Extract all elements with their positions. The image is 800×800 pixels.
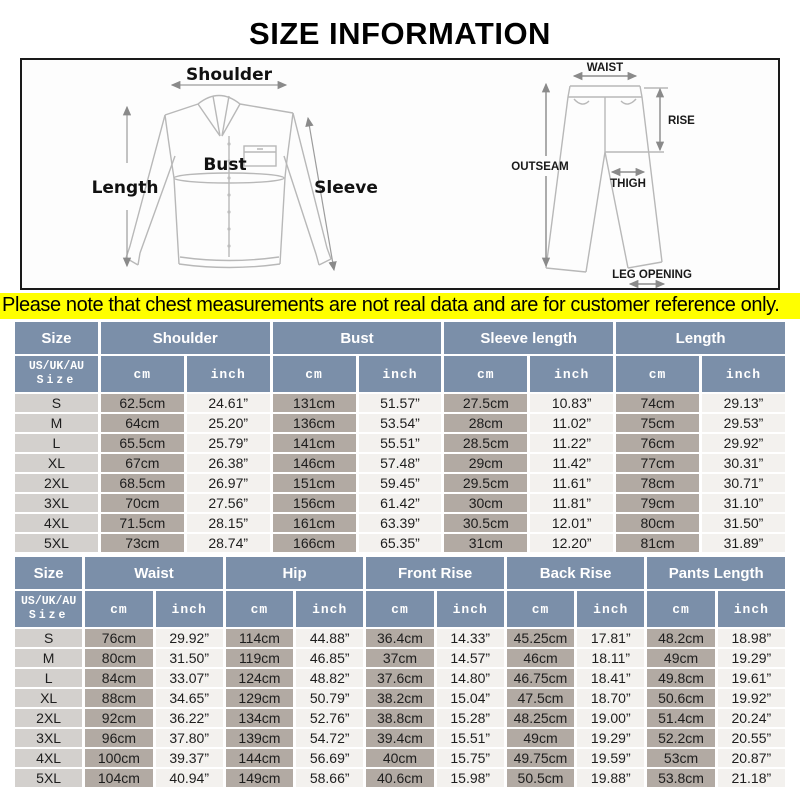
size-row bbox=[15, 709, 785, 727]
cm-value-cell: 84cm bbox=[85, 669, 152, 687]
size-row bbox=[15, 769, 785, 787]
cm-value-cell: 73cm bbox=[101, 534, 184, 552]
cm-value-cell: 124cm bbox=[226, 669, 293, 687]
inch-value-cell: 20.55” bbox=[718, 729, 785, 747]
inch-value-cell: 11.42” bbox=[530, 454, 613, 472]
unit-header-inch: inch bbox=[156, 591, 223, 627]
cm-value-cell: 134cm bbox=[226, 709, 293, 727]
size-cell: 5XL bbox=[15, 769, 82, 787]
cm-value-cell: 80cm bbox=[616, 514, 699, 532]
size-cell: 4XL bbox=[15, 514, 98, 532]
cm-value-cell: 70cm bbox=[101, 494, 184, 512]
inch-value-cell: 65.35” bbox=[359, 534, 442, 552]
inch-value-cell: 44.88” bbox=[296, 629, 363, 647]
cm-value-cell: 46.75cm bbox=[507, 669, 574, 687]
column-group-size: Size bbox=[15, 322, 98, 354]
tops-table-body bbox=[15, 394, 785, 552]
cm-value-cell: 76cm bbox=[616, 434, 699, 452]
inch-value-cell: 25.20” bbox=[187, 414, 270, 432]
size-row bbox=[15, 434, 785, 452]
unit-header-inch: inch bbox=[296, 591, 363, 627]
cm-value-cell: 119cm bbox=[226, 649, 293, 667]
inch-value-cell: 52.76” bbox=[296, 709, 363, 727]
inch-value-cell: 40.94” bbox=[156, 769, 223, 787]
column-group-length: Length bbox=[616, 322, 785, 354]
inch-value-cell: 11.81” bbox=[530, 494, 613, 512]
unit-header-inch: inch bbox=[437, 591, 504, 627]
cm-value-cell: 49.8cm bbox=[647, 669, 714, 687]
cm-value-cell: 52.2cm bbox=[647, 729, 714, 747]
cm-value-cell: 65.5cm bbox=[101, 434, 184, 452]
inch-value-cell: 20.87” bbox=[718, 749, 785, 767]
shirt-shoulder-label: Shoulder bbox=[185, 65, 273, 85]
tops-size-table bbox=[12, 320, 788, 554]
cm-value-cell: 80cm bbox=[85, 649, 152, 667]
size-row bbox=[15, 414, 785, 432]
inch-value-cell: 19.61” bbox=[718, 669, 785, 687]
size-row bbox=[15, 534, 785, 552]
cm-value-cell: 49.75cm bbox=[507, 749, 574, 767]
inch-value-cell: 19.88” bbox=[577, 769, 644, 787]
pants-waist-label: WAIST bbox=[586, 62, 624, 74]
cm-value-cell: 78cm bbox=[616, 474, 699, 492]
cm-value-cell: 139cm bbox=[226, 729, 293, 747]
cm-value-cell: 96cm bbox=[85, 729, 152, 747]
size-cell: XL bbox=[15, 689, 82, 707]
inch-value-cell: 57.48” bbox=[359, 454, 442, 472]
inch-value-cell: 55.51” bbox=[359, 434, 442, 452]
size-row bbox=[15, 629, 785, 647]
inch-value-cell: 19.59” bbox=[577, 749, 644, 767]
inch-value-cell: 19.92” bbox=[718, 689, 785, 707]
column-group-bust: Bust bbox=[273, 322, 442, 354]
bottoms-size-table bbox=[12, 555, 788, 789]
inch-value-cell: 36.22” bbox=[156, 709, 223, 727]
measurement-diagram bbox=[20, 58, 780, 290]
size-header-line2: Size bbox=[28, 609, 69, 622]
cm-value-cell: 29.5cm bbox=[444, 474, 527, 492]
inch-value-cell: 50.79” bbox=[296, 689, 363, 707]
pants-rise-label: RISE bbox=[668, 115, 695, 127]
inch-value-cell: 20.24” bbox=[718, 709, 785, 727]
column-group-back-rise: Back Rise bbox=[507, 557, 645, 589]
cm-value-cell: 114cm bbox=[226, 629, 293, 647]
inch-value-cell: 28.74” bbox=[187, 534, 270, 552]
size-cell: 2XL bbox=[15, 474, 98, 492]
inch-value-cell: 27.56” bbox=[187, 494, 270, 512]
size-row bbox=[15, 749, 785, 767]
cm-value-cell: 149cm bbox=[226, 769, 293, 787]
unit-header-cm: cm bbox=[507, 591, 574, 627]
inch-value-cell: 53.54” bbox=[359, 414, 442, 432]
inch-value-cell: 59.45” bbox=[359, 474, 442, 492]
inch-value-cell: 33.07” bbox=[156, 669, 223, 687]
unit-header-inch: inch bbox=[359, 356, 442, 392]
inch-value-cell: 14.80” bbox=[437, 669, 504, 687]
unit-header-cm: cm bbox=[444, 356, 527, 392]
cm-value-cell: 64cm bbox=[101, 414, 184, 432]
unit-header-inch: inch bbox=[187, 356, 270, 392]
inch-value-cell: 46.85” bbox=[296, 649, 363, 667]
reference-note: Please note that chest measurements are not real data and are for customer reference only. bbox=[0, 293, 800, 319]
cm-value-cell: 51.4cm bbox=[647, 709, 714, 727]
shirt-sleeve-label: Sleeve bbox=[314, 178, 378, 198]
size-cell: 2XL bbox=[15, 709, 82, 727]
cm-value-cell: 146cm bbox=[273, 454, 356, 472]
inch-value-cell: 14.57” bbox=[437, 649, 504, 667]
unit-header-cm: cm bbox=[101, 356, 184, 392]
inch-value-cell: 56.69” bbox=[296, 749, 363, 767]
cm-value-cell: 48.25cm bbox=[507, 709, 574, 727]
inch-value-cell: 31.50” bbox=[156, 649, 223, 667]
unit-header-cm: cm bbox=[226, 591, 293, 627]
cm-value-cell: 53cm bbox=[647, 749, 714, 767]
inch-value-cell: 15.28” bbox=[437, 709, 504, 727]
size-header-line1: US/UK/AU bbox=[28, 359, 85, 373]
inch-value-cell: 19.29” bbox=[718, 649, 785, 667]
group-header-row bbox=[15, 557, 785, 589]
cm-value-cell: 30cm bbox=[444, 494, 527, 512]
size-cell: 4XL bbox=[15, 749, 82, 767]
unit-header-cm: cm bbox=[366, 591, 433, 627]
cm-value-cell: 49cm bbox=[647, 649, 714, 667]
inch-value-cell: 21.18” bbox=[718, 769, 785, 787]
us-uk-au-size-header bbox=[15, 591, 82, 627]
inch-value-cell: 11.61” bbox=[530, 474, 613, 492]
cm-value-cell: 131cm bbox=[273, 394, 356, 412]
inch-value-cell: 14.33” bbox=[437, 629, 504, 647]
size-cell: L bbox=[15, 434, 98, 452]
inch-value-cell: 15.75” bbox=[437, 749, 504, 767]
unit-header-inch: inch bbox=[530, 356, 613, 392]
size-cell: 5XL bbox=[15, 534, 98, 552]
cm-value-cell: 74cm bbox=[616, 394, 699, 412]
inch-value-cell: 28.15” bbox=[187, 514, 270, 532]
unit-header-cm: cm bbox=[616, 356, 699, 392]
size-header-line2: Size bbox=[36, 374, 77, 387]
size-row bbox=[15, 474, 785, 492]
unit-header-inch: inch bbox=[702, 356, 785, 392]
size-row bbox=[15, 689, 785, 707]
inch-value-cell: 31.89” bbox=[702, 534, 785, 552]
cm-value-cell: 40.6cm bbox=[366, 769, 433, 787]
cm-value-cell: 38.2cm bbox=[366, 689, 433, 707]
cm-value-cell: 67cm bbox=[101, 454, 184, 472]
cm-value-cell: 136cm bbox=[273, 414, 356, 432]
bottoms-table-body bbox=[15, 629, 785, 787]
cm-value-cell: 68.5cm bbox=[101, 474, 184, 492]
inch-value-cell: 29.92” bbox=[156, 629, 223, 647]
inch-value-cell: 31.50” bbox=[702, 514, 785, 532]
pants-diagram bbox=[511, 62, 695, 284]
inch-value-cell: 18.70” bbox=[577, 689, 644, 707]
column-group-front-rise: Front Rise bbox=[366, 557, 504, 589]
cm-value-cell: 50.5cm bbox=[507, 769, 574, 787]
cm-value-cell: 38.8cm bbox=[366, 709, 433, 727]
column-group-pants-length: Pants Length bbox=[647, 557, 785, 589]
size-row bbox=[15, 514, 785, 532]
cm-value-cell: 76cm bbox=[85, 629, 152, 647]
pants-outseam-label: OUTSEAM bbox=[511, 161, 569, 173]
size-cell: 3XL bbox=[15, 494, 98, 512]
inch-value-cell: 10.83” bbox=[530, 394, 613, 412]
unit-header-cm: cm bbox=[273, 356, 356, 392]
inch-value-cell: 12.20” bbox=[530, 534, 613, 552]
cm-value-cell: 37.6cm bbox=[366, 669, 433, 687]
cm-value-cell: 75cm bbox=[616, 414, 699, 432]
inch-value-cell: 34.65” bbox=[156, 689, 223, 707]
cm-value-cell: 166cm bbox=[273, 534, 356, 552]
inch-value-cell: 63.39” bbox=[359, 514, 442, 532]
page-title: SIZE INFORMATION bbox=[249, 16, 551, 51]
unit-header-inch: inch bbox=[718, 591, 785, 627]
inch-value-cell: 11.02” bbox=[530, 414, 613, 432]
cm-value-cell: 141cm bbox=[273, 434, 356, 452]
cm-value-cell: 104cm bbox=[85, 769, 152, 787]
inch-value-cell: 25.79” bbox=[187, 434, 270, 452]
cm-value-cell: 161cm bbox=[273, 514, 356, 532]
column-group-waist: Waist bbox=[85, 557, 223, 589]
inch-value-cell: 18.11” bbox=[577, 649, 644, 667]
size-row bbox=[15, 649, 785, 667]
cm-value-cell: 36.4cm bbox=[366, 629, 433, 647]
cm-value-cell: 88cm bbox=[85, 689, 152, 707]
cm-value-cell: 30.5cm bbox=[444, 514, 527, 532]
size-cell: XL bbox=[15, 454, 98, 472]
cm-value-cell: 79cm bbox=[616, 494, 699, 512]
unit-header-cm: cm bbox=[647, 591, 714, 627]
size-cell: L bbox=[15, 669, 82, 687]
unit-header-inch: inch bbox=[577, 591, 644, 627]
inch-value-cell: 30.71” bbox=[702, 474, 785, 492]
inch-value-cell: 26.38” bbox=[187, 454, 270, 472]
inch-value-cell: 61.42” bbox=[359, 494, 442, 512]
cm-value-cell: 27.5cm bbox=[444, 394, 527, 412]
inch-value-cell: 18.41” bbox=[577, 669, 644, 687]
inch-value-cell: 30.31” bbox=[702, 454, 785, 472]
cm-value-cell: 53.8cm bbox=[647, 769, 714, 787]
inch-value-cell: 15.51” bbox=[437, 729, 504, 747]
cm-value-cell: 40cm bbox=[366, 749, 433, 767]
size-cell: S bbox=[15, 629, 82, 647]
cm-value-cell: 100cm bbox=[85, 749, 152, 767]
shirt-bust-label: Bust bbox=[203, 155, 247, 175]
shirt-pants-line-art bbox=[22, 60, 778, 288]
pants-leg-opening-label: LEG OPENING bbox=[612, 269, 692, 281]
cm-value-cell: 71.5cm bbox=[101, 514, 184, 532]
cm-value-cell: 46cm bbox=[507, 649, 574, 667]
inch-value-cell: 15.04” bbox=[437, 689, 504, 707]
size-cell: M bbox=[15, 414, 98, 432]
cm-value-cell: 144cm bbox=[226, 749, 293, 767]
inch-value-cell: 18.98” bbox=[718, 629, 785, 647]
unit-header-cm: cm bbox=[85, 591, 152, 627]
size-row bbox=[15, 394, 785, 412]
cm-value-cell: 151cm bbox=[273, 474, 356, 492]
unit-header-row bbox=[15, 591, 785, 627]
inch-value-cell: 51.57” bbox=[359, 394, 442, 412]
inch-value-cell: 19.00” bbox=[577, 709, 644, 727]
inch-value-cell: 15.98” bbox=[437, 769, 504, 787]
cm-value-cell: 28cm bbox=[444, 414, 527, 432]
cm-value-cell: 28.5cm bbox=[444, 434, 527, 452]
size-header-line1: US/UK/AU bbox=[21, 594, 77, 608]
inch-value-cell: 29.53” bbox=[702, 414, 785, 432]
us-uk-au-size-header bbox=[15, 356, 98, 392]
cm-value-cell: 49cm bbox=[507, 729, 574, 747]
cm-value-cell: 29cm bbox=[444, 454, 527, 472]
cm-value-cell: 37cm bbox=[366, 649, 433, 667]
cm-value-cell: 48.2cm bbox=[647, 629, 714, 647]
size-cell: 3XL bbox=[15, 729, 82, 747]
inch-value-cell: 29.92” bbox=[702, 434, 785, 452]
column-group-shoulder: Shoulder bbox=[101, 322, 270, 354]
column-group-hip: Hip bbox=[226, 557, 364, 589]
size-cell: S bbox=[15, 394, 98, 412]
column-group-sleeve-length: Sleeve length bbox=[444, 322, 613, 354]
inch-value-cell: 19.29” bbox=[577, 729, 644, 747]
size-row bbox=[15, 669, 785, 687]
inch-value-cell: 39.37” bbox=[156, 749, 223, 767]
size-row bbox=[15, 729, 785, 747]
inch-value-cell: 12.01” bbox=[530, 514, 613, 532]
inch-value-cell: 31.10” bbox=[702, 494, 785, 512]
inch-value-cell: 11.22” bbox=[530, 434, 613, 452]
cm-value-cell: 50.6cm bbox=[647, 689, 714, 707]
cm-value-cell: 77cm bbox=[616, 454, 699, 472]
inch-value-cell: 48.82” bbox=[296, 669, 363, 687]
inch-value-cell: 58.66” bbox=[296, 769, 363, 787]
cm-value-cell: 92cm bbox=[85, 709, 152, 727]
cm-value-cell: 156cm bbox=[273, 494, 356, 512]
size-row bbox=[15, 454, 785, 472]
shirt-length-label: Length bbox=[91, 178, 159, 198]
cm-value-cell: 31cm bbox=[444, 534, 527, 552]
size-row bbox=[15, 494, 785, 512]
cm-value-cell: 47.5cm bbox=[507, 689, 574, 707]
cm-value-cell: 62.5cm bbox=[101, 394, 184, 412]
cm-value-cell: 39.4cm bbox=[366, 729, 433, 747]
inch-value-cell: 17.81” bbox=[577, 629, 644, 647]
size-cell: M bbox=[15, 649, 82, 667]
inch-value-cell: 29.13” bbox=[702, 394, 785, 412]
cm-value-cell: 81cm bbox=[616, 534, 699, 552]
column-group-size: Size bbox=[15, 557, 82, 589]
cm-value-cell: 45.25cm bbox=[507, 629, 574, 647]
unit-header-row bbox=[15, 356, 785, 392]
inch-value-cell: 26.97” bbox=[187, 474, 270, 492]
cm-value-cell: 129cm bbox=[226, 689, 293, 707]
inch-value-cell: 54.72” bbox=[296, 729, 363, 747]
pants-thigh-label: THIGH bbox=[610, 178, 646, 190]
inch-value-cell: 37.80” bbox=[156, 729, 223, 747]
group-header-row bbox=[15, 322, 785, 354]
shirt-diagram bbox=[92, 65, 378, 270]
inch-value-cell: 24.61” bbox=[187, 394, 270, 412]
